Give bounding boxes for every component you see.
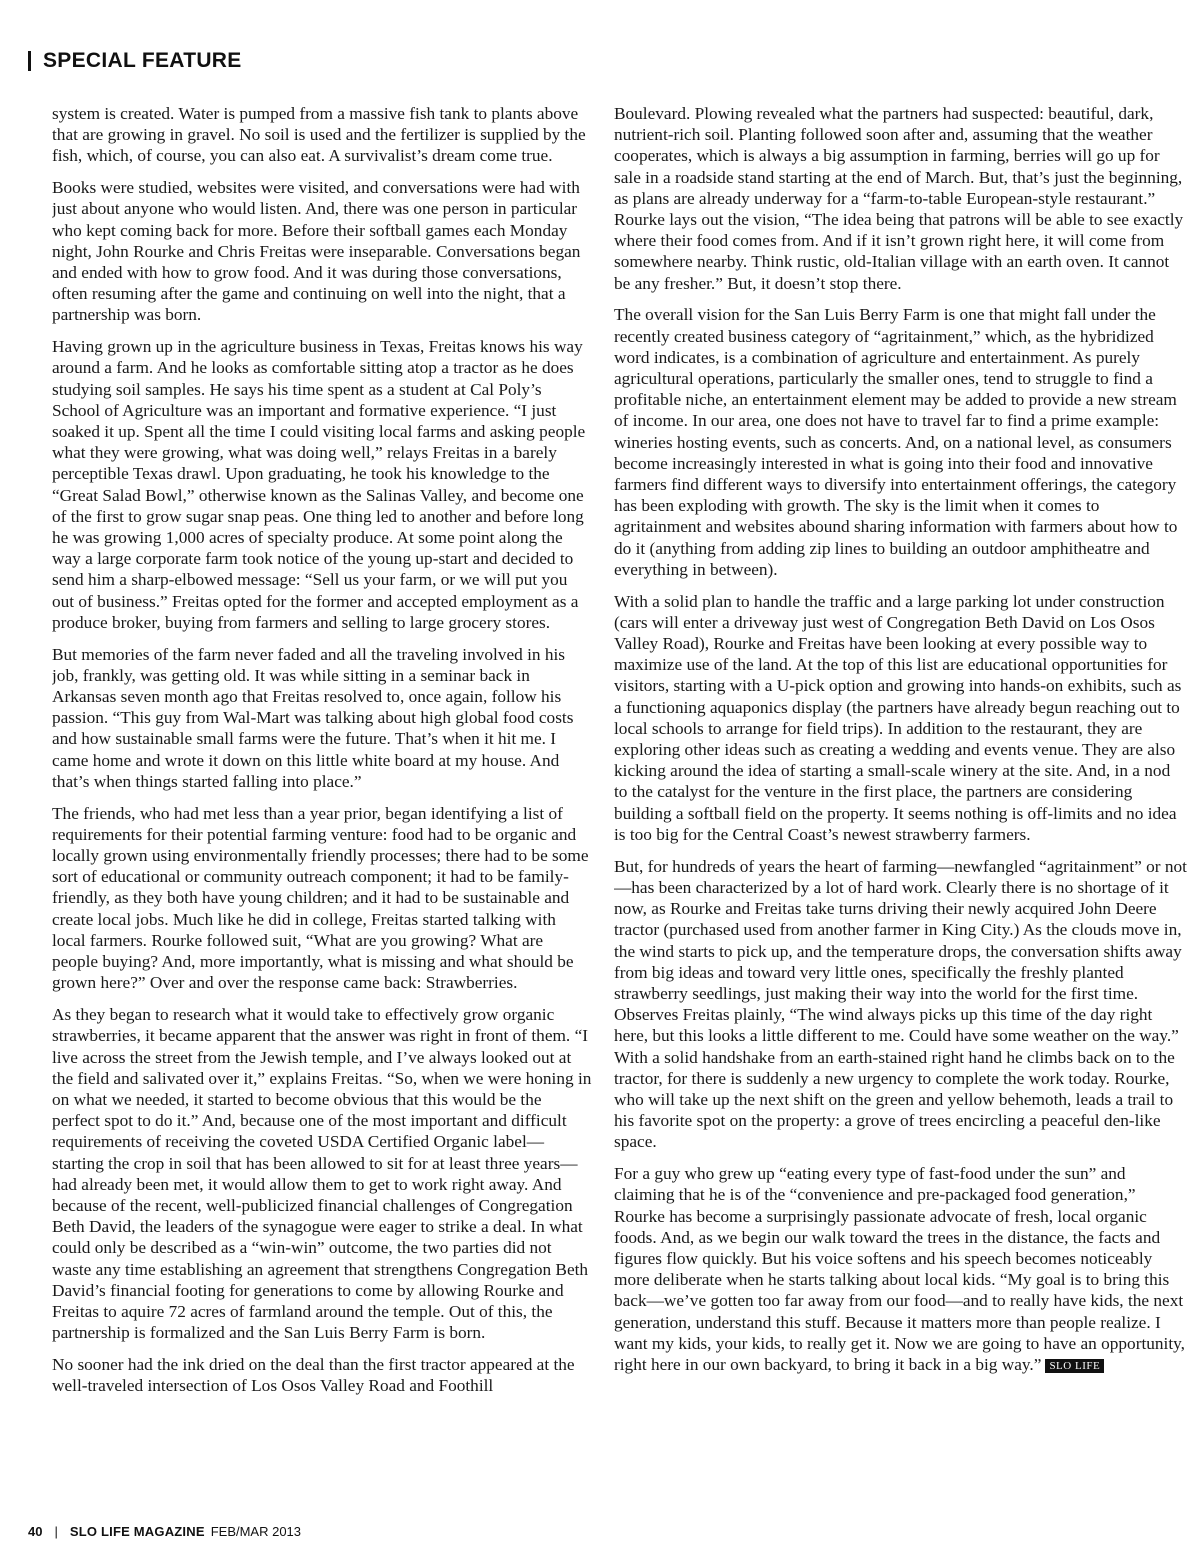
header-rule: [28, 51, 31, 71]
page-number: 40: [28, 1524, 43, 1539]
paragraph: With a solid plan to handle the traffic and a large parking lot under construction (cars will enter a driveway just west of Congregation Beth David on Los Osos Valley Road), Rourke and Freitas have been looking at every possible way to maximize use of the land. At the top of this list are educational opportunities for visitors, starting with a U-pick option and growing into hands-on exhibits, such as a functioning aquaponics display (the partners have already begun reaching out to local schools to arrange for field trips). In addition to the restaurant, they are exploring other ideas such as creating a wedding and events venue. They are also kicking around the idea of starting a small-scale winery at the site. And, in a nod to the catalyst for the venture in the first place, the partners are considering building a softball field on the property. It seems nothing is off-limits and no idea is too big for the Central Coast’s newest strawberry farmers.: [614, 591, 1182, 844]
section-label: SPECIAL FEATURE: [43, 49, 242, 72]
left-column: [52, 103, 593, 1483]
paragraph-text: For a guy who grew up “eating every type of fast-food under the sun” and claiming that he is of the “convenience and pre-packaged food generation,” Rourke has become a surprisingly passionate advocate of fresh, local organic foods. And, as we begin our walk toward the trees in the distance, the facts and figures flow quickly. But his voice softens and his speech becomes noticeably more deliberate when he starts talking about local kids. “My goal is to bring this back—we’ve gotten too far away from our food—and to really have kids, the next generation, understand this stuff. Because it matters more than people realize. I want my kids, your kids, to really get it. Now we are going to have an opportunity, right here in our own backyard, to bring it back in a big way.”: [614, 1164, 1185, 1374]
final-paragraph: [614, 1163, 1187, 1375]
end-mark-logo: SLO LIFE: [1045, 1359, 1104, 1373]
section-header: [28, 48, 242, 74]
paragraph: The overall vision for the San Luis Berry Farm is one that might fall under the recently created business category of “agritainment,” which, as the hybridized word indicates, is a combination of agriculture and entertainment. As purely agricultural operations, particularly the smaller ones, tend to struggle to find a profitable niche, an entertainment element may be added to provide a new stream of income. In our area, one does not have to travel far to find a prime example: wineries hosting events, such as concerts. And, on a national level, as consumers become increasingly interested in what is going into their food and innovative farmers find different ways to diversify into entertainment offerings, the category has been exploding with growth. The sky is the limit when it comes to agritainment and websites abound sharing information with farmers about how to do it (anything from adding zip lines to building an outdoor amphitheatre and everything in between).: [614, 305, 1178, 579]
page-footer: [28, 1524, 301, 1539]
footer-separator: |: [54, 1524, 58, 1539]
paragraph: As they began to research what it would take to effectively grow organic strawberries, it became apparent that the answer was right in front of them. “I live across the street from the Jewish temple, and I’ve always looked out at the field and salivated over it,” explains Freitas. “So, when we were honing in on what we needed, it started to become obvious that this would be the perfect spot to do it.” And, because one of the most important and difficult requirements of receiving the coveted USDA Certified Organic label—starting the crop in soil that has been allowed to sit for at least three years—had already been met, it would allow them to get to work right away. And because of the recent, well-publicized financial challenges of Congregation Beth David, the leaders of the synagogue were eager to strike a deal. In what could only be described as a “win-win” outcome, the two parties did not waste any time establishing an agreement that strengthens Congregation Beth David’s financial footing for generations to come by allowing Rourke and Freitas to aquire 72 acres of farmland around the temple. Out of this, the partnership is formalized and the San Luis Berry Farm is born.: [52, 1005, 592, 1343]
paragraph: Books were studied, websites were visited, and conversations were had with just about anyone who would listen. And, there was one person in particular who kept coming back for more. Before their softball games each Monday night, John Rourke and Chris Freitas were inseparable. Conversations began and ended with how to grow food. And it was during those conversations, often resuming after the game and continuing on well into the night, that a partnership was born.: [52, 178, 581, 325]
magazine-name: SLO LIFE MAGAZINE: [69, 1524, 205, 1539]
paragraph: But memories of the farm never faded and all the traveling involved in his job, frankly, was getting old. It was while sitting in a seminar back in Arkansas seven month ago that Freitas resolved to, once again, follow his passion. “This guy from Wal-Mart was talking about high global food costs and how sustainable small farms were the future. That’s when it hit me. I came home and wrote it down on this little white board at my house. And that’s when things started falling into place.”: [52, 644, 574, 791]
paragraph: Boulevard. Plowing revealed what the partners had suspected: beautiful, dark, nutrient-rich soil. Planting followed soon after and, assuming that the weather cooperates, which is always a big assumption in farming, berries will go up for sale in a roadside stand starting at the end of March. But, that’s just the beginning, as plans are already underway for a “farm-to-table European-style restaurant.” Rourke lays out the vision, “The idea being that patrons will be able to see exactly where their food comes from. And if it isn’t grown right here, it will come from somewhere nearby. Think rustic, old-Italian village with an earth oven. It cannot be any fresher.” But, it doesn’t stop there.: [614, 104, 1184, 293]
paragraph: The friends, who had met less than a year prior, began identifying a list of requirements for their potential farming venture: food had to be organic and locally grown using environmentally friendly processes; there had to be some sort of educational or community outreach component; it had to be family-friendly, as they both have young children; and it had to be sustainable and create local jobs. Much like he did in college, Freitas started talking with local farmers. Rourke followed suit, “What are you growing? What are people buying? And, more importantly, what is missing and what should be grown here?” Over and over the response came back: Strawberries.: [52, 803, 589, 993]
paragraph: system is created. Water is pumped from a massive fish tank to plants above that are growing in gravel. No soil is used and the fertilizer is supplied by the fish, which, of course, you can also eat. A survivalist’s dream come true.: [52, 104, 586, 166]
paragraph: But, for hundreds of years the heart of farming—newfangled “agritainment” or not—has been characterized by a lot of hard work. Clearly there is no shortage of it now, as Rourke and Freitas take turns driving their newly acquired John Deere tractor (purchased used from another farmer in King City.) As the clouds move in, the wind starts to pick up, and the temperature drops, the conversation shifts away from big ideas and toward very little ones, specifically the freshly planted strawberry seedlings, just making their way into the world for the first time. Observes Freitas plainly, “The wind always picks up this time of the day right here, but this looks a little different to me. Could have some weather on the way.” With a solid handshake from an earth-stained right hand he climbs back on to the tractor, for there is suddenly a new urgency to complete the work today. Rourke, who will take up the next shift on the green and yellow behemoth, leads a trail to his favorite spot on the property: a grove of trees encircling a peaceful den-like space.: [614, 856, 1187, 1152]
issue-date: FEB/MAR 2013: [210, 1524, 302, 1539]
paragraph: Having grown up in the agriculture business in Texas, Freitas knows his way around a farm. And he looks as comfortable sitting atop a tractor as he does studying soil samples. He says his time spent as a student at Cal Poly’s School of Agriculture was an important and formative experience. “I just soaked it up. Spent all the time I could visiting local farms and asking people what they were growing, what was doing well,” relays Freitas in a barely perceptible Texas drawl. Upon graduating, he took his knowledge to the “Great Salad Bowl,” otherwise known as the Salinas Valley, and become one of the first to grow sugar snap peas. One thing led to another and before long he was growing 1,000 acres of specialty produce. At some point along the way a large corporate farm took notice of the young up-start and decided to send him a sharp-elbowed message: “Sell us your farm, or we will put you out of business.” Freitas opted for the former and accepted employment as a produce broker, buying from farmers and selling to large grocery stores.: [52, 337, 586, 632]
paragraph: No sooner had the ink dried on the deal than the first tractor appeared at the well-traveled intersection of Los Osos Valley Road and Foothill: [52, 1354, 575, 1396]
right-column: [614, 103, 1187, 1483]
